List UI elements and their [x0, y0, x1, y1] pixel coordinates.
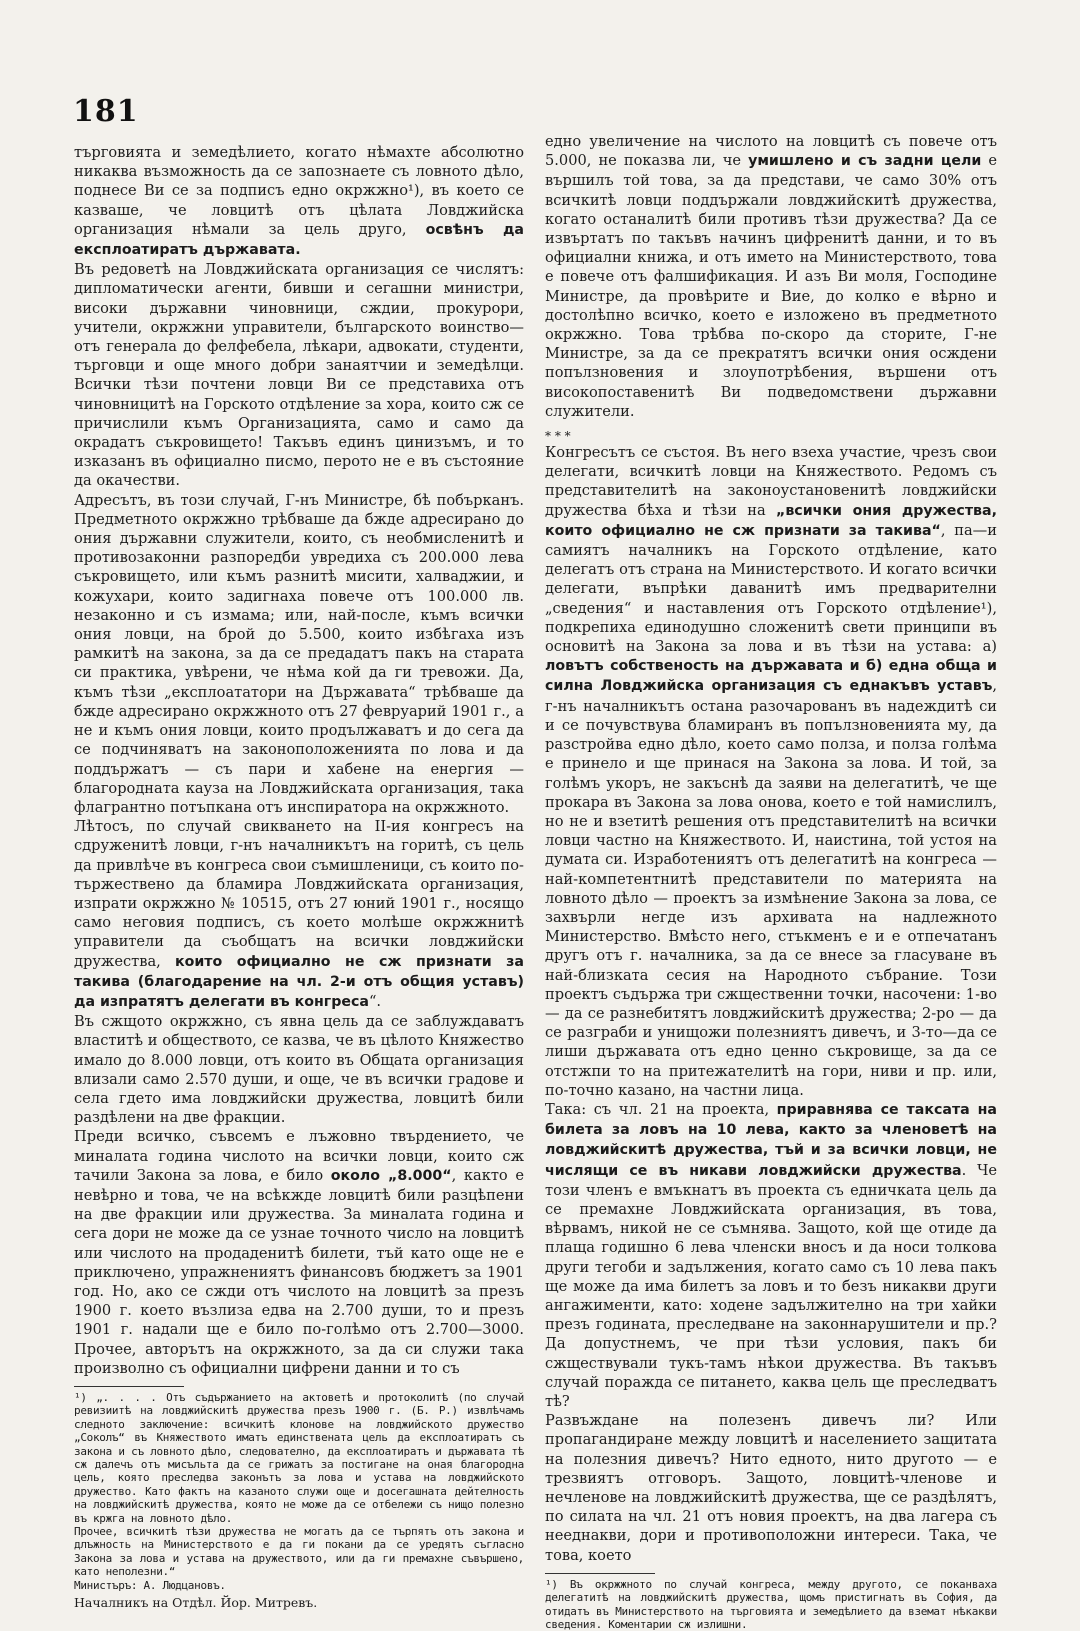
signature: Началникъ на Отдѣл. Йор. Митревъ. [74, 1595, 318, 1611]
footnote: ¹) Въ окржжното по случай конгреса, между другото, се поканваха делегатитѣ на ловджийскитѣ дружества, щомъ пристигнатъ въ София, да отидатъ въ Министерството на търговията и земедѣлието да вземат нѣкакви сведения. Коментарии сж излишни. [545, 1577, 997, 1631]
paragraph: Така: съ чл. 21 на проекта, приравнява се таксата на билета за ловъ на 10 лева, както за членоветѣ на ловджийскитѣ дружества, тъй и за всички ловци, не числящи се въ никави ловджийски дружества. Че този членъ е вмъкнатъ въ проекта съ едничката цель да се премахне Ловджийската организация, въ това, вѣрвамъ, никой не се съмнява. Защото, кой ще отиде да плаща годишно 6 лева членски вносъ и да носи толкова други тегоби и задължения, когато само съ 10 лева пакъ ще може да има билетъ за ловъ и то безъ никакви други ангажименти, като: ходене задължително на три хайки презъ годината, преследване на законнарушители и пр.? Да допустнемъ, че при тѣзи условия, пакъ би сжществували тукъ-тамъ нѣкои дружества. Въ такъвъ случай поражда се питането, каква цель ще преследватъ тѣ? [545, 1100, 998, 1410]
paragraph: Преди всичко, съвсемъ е лъжовно твърдението, че миналата година числото на всички ловци, които сж тачили Закона за лова, е било около „8.000“, както е невѣрно и това, че на всѣкжде ловцитѣ били разцѣпени на две фракции или дружества. За миналата година и сега дори не може да се узнае точното число на ловцитѣ или числото на продаденитѣ билети, тъй като още не е приключено, упражнениятъ финансовъ бюджетъ за 1901 год. Но, ако се сжди отъ числото на ловцитѣ за презъ 1900 г. което възлиза едва на 2.700 души, то и презъ 1901 г. надали ще е било по-голѣмо отъ 2.700—3000. Прочее, авторътъ на окржжното, за да си служи така произволно съ официални цифрени данни и то съ [74, 1128, 524, 1377]
section-break: * * * [545, 429, 571, 444]
paragraph: Лѣтосъ, по случай свикването на II-ия конгресъ на сдруженитѣ ловци, г-нъ началникътъ на горитѣ, съ цель да привлѣче въ конгреса свои съмишленици, съ които по-тържествено да бламира Ловджийската организация, изпрати окржжно № 10515, отъ 27 юний 1901 г., носящо само неговия подписъ, съ което молѣше окржжнитѣ управители да съобщатъ на всички ловджийски дружества, които официално не сж признати за такива (благодарение на чл. 2-и отъ общия уставъ) да изпратятъ делегати въ конгреса“. [74, 818, 524, 1010]
paragraph: Въ сжщото окржжно, съ явна цель да се заблуждаватъ властитѣ и обществото, се казва, че въ цѣлото Княжество имало до 8.000 ловци, отъ които въ Общата организация влизали само 2.570 души, и още, че въ всички градове и села гдето има ловджийски дружества, ловцитѣ били раздѣлени на две фракции. [74, 1013, 524, 1127]
paragraph: Развъждане на полезенъ дивечъ ли? Или пропагандиране между ловцитѣ и населението защитата на полезния дивечъ? Нито едното, нито другото — е трезвиятъ отговоръ. Защото, ловцитѣ-членове и нечленове на ловджийскитѣ дружества, ще се раздѣлятъ, по силата на чл. 21 отъ новия проектъ, на два лагера съ нееднакви, дори и противоположни интереси. Така, че това, което [545, 1412, 997, 1564]
footnote-text: Прочее, всичкитѣ тѣзи дружества не могатъ да се търпятъ отъ закона и длъжность на Министерството е да ги покани да се уредятъ съгласно Закона за лова и устава на дружеството, или да ги премахне съвършено, като неполезни.“ [74, 1525, 524, 1579]
footnote [74, 1391, 524, 1592]
right-column [545, 132, 997, 1631]
footnote-rule [74, 1386, 184, 1387]
paragraph: търговията и земедѣлието, когато нѣмахте абсолютно никаква възможность да се запознаете съ ловното дѣло, поднесе Ви се за подписъ едно окржжно¹), въ което се казваше, че ловцитѣ отъ цѣлата Ловджийска организация нѣмали за цель друго, освѣнъ да експлоатиратъ държавата. [74, 144, 525, 259]
page-number: 181 [73, 94, 139, 129]
footnote-rule [545, 1573, 655, 1574]
paragraph: едно увеличение на числото на ловцитѣ съ повече отъ 5.000, не показва ли, че умишлено и съ задни цели е вършилъ той това, за да представи, че само 30% отъ всичкитѣ ловци поддържали ловджийскитѣ дружества, когато останалитѣ били противъ тѣзи дружества? Да се извъртатъ по такъвъ начинъ цифренитѣ данни, и то въ официални книжа, и отъ името на Министерството, това е повече отъ фалшификация. И азъ Ви моля, Господине Министре, да провѣрите и Вие, до колко е вѣрно и достолѣпно всичко, което е изложено въ предметното окржжно. Това трѣбва по-скоро да сторите, Г-не Министре, за да се прекратятъ всички ония осждени попълзновения и злоупотрѣбения, вършени отъ високопоставенитѣ Ви подведомствени държавни служители. [545, 133, 997, 420]
left-column [74, 143, 524, 1611]
paragraph: Въ редоветѣ на Ловджийската организация се числятъ: дипломатически агенти, бивши и сегашни министри, високи държавни чиновници, сждии, прокурори, учители, окржжни управители, българското воинство—отъ генерала до фелфебела, лѣкари, адвокати, студенти, търговци и още много добри занаятчии и земедѣлци. Всички тѣзи почтени ловци Ви се представиха отъ чиновницитѣ на Горското отдѣление за хора, които сж се причислили къмъ Организацията, само и само да окрадатъ съкровището! Такъвъ единъ цинизъмъ, и то изказанъ въ официално писмо, перото не е въ състояние да окачестви. [74, 261, 524, 490]
footnote-text: ¹) „. . . . Отъ съдържанието на актоветѣ и протоколитѣ (по случай ревизиитѣ на ловджийскитѣ дружества презъ 1900 г. (Б. Р.) извлѣчамъ следното заключение: всичкитѣ клонове на ловджийското дружество „Соколъ“ въ Княжеството иматъ единствената цель да експлоатиратъ съ закона и съ ловното дѣло, следователно, да експлоатиратъ и държавата тѣ сж далечъ отъ мисъльта да се грижатъ за постигане на оная благородна цель, която преследва законътъ за лова и устава на ловджийското дружество. Като фактъ на казаното служи още и досегашната дейтелность на ловджийскитѣ дружества, която не може да се отбележи съ нищо полезно въ кржга на ловното дѣло. [74, 1391, 524, 1525]
footnote-signature: Министъръ: А. Людцановъ. [74, 1578, 226, 1592]
paragraph: Адресътъ, въ този случай, Г-нъ Министре, бѣ побърканъ. Предметното окржжно трѣбваше да бжде адресирано до ония държавни служители, които, съ необмисленитѣ и противозаконни разпоредби увредиха съ 200.000 лева съкровището, или къмъ разнитѣ мисити, халваджии, и кожухари, които задигнаха повече отъ 100.000 лв. незаконно и съ измама; или, най-после, къмъ всички ония ловци, на брой до 5.500, които избѣгаха изъ рамкитѣ на закона, за да се предадатъ пакъ на старата си практика, увѣрени, че нѣма кой да ги тревожи. Да, къмъ тѣзи „експлоататори на Държавата“ трѣбваше да бжде адресирано окржжното отъ 27 февруарий 1901 г., а не и къмъ ония ловци, които продължаватъ и до сега да се подчиняватъ на законоположенията по лова и да поддържатъ — съ пари и хабене на енергия — благородната кауза на Ловджийската организация, така флагрантно потъпкана отъ инспиратора на окржжното. [74, 491, 524, 816]
paragraph: Конгресътъ се състоя. Въ него взеха участие, чрезъ свои делегати, всичкитѣ ловци на Княжеството. Редомъ съ представителитѣ на законоустановенитѣ ловджийски дружества бѣха и тѣзи на „всички ония дружества, които официално не сж признати за такива“, па—и самиятъ началникъ на Горското отдѣление, като делегатъ отъ страна на Министерството. И когато всички делегати, въпрѣки даванитѣ имъ предварителни „сведения“ и наставления отъ Горското отдѣление¹), подкрепиха единодушно сложенитѣ свети принципи въ основитѣ на Закона за лова и въ тѣзи на устава: а) ловътъ собственость на държавата и б) една обща и силна Ловджийска организация съ еднакъвъ уставъ, г-нъ началникътъ остана разочарованъ въ надеждитѣ си и се почувствува бламиранъ въ попълзновенията му, да разстройва едно дѣло, което само полза, и полза голѣма е принело и ще принася на Закона за лова. И той, за голѣмъ укоръ, не закъснѣ да заяви на делегатитѣ, че ще прокара въ Закона за лова онова, което е той намислилъ, но не и взетитѣ решения отъ представителитѣ на всички ловци частно на Княжеството. И, наистина, той устоя на думата си. Изработениятъ отъ делегатитѣ на конгреса — най-компетентнитѣ представители по материята на ловното дѣло — проектъ за измѣнение Закона за лова, се захвърли негде изъ архивата на надлежното Министерство. Вмѣсто него, стъкменъ е и е отпечатанъ другъ отъ г. началника, за да се внесе за гласуване въ най-близката сесия на Народното събрание. Този проектъ съдържа три сжщественни точки, насочени: 1-во — да се разнебитятъ ловджийскитѣ дружества; 2-ро — да се разграби и унищожи полезниятъ дивечъ, и 3-то—да се лиши държавата отъ едно ценно съкровище, за да се отстжпи то на притежателитѣ на гори, ниви и пр. или, по-точно казано, на частни лица. [545, 444, 998, 1099]
